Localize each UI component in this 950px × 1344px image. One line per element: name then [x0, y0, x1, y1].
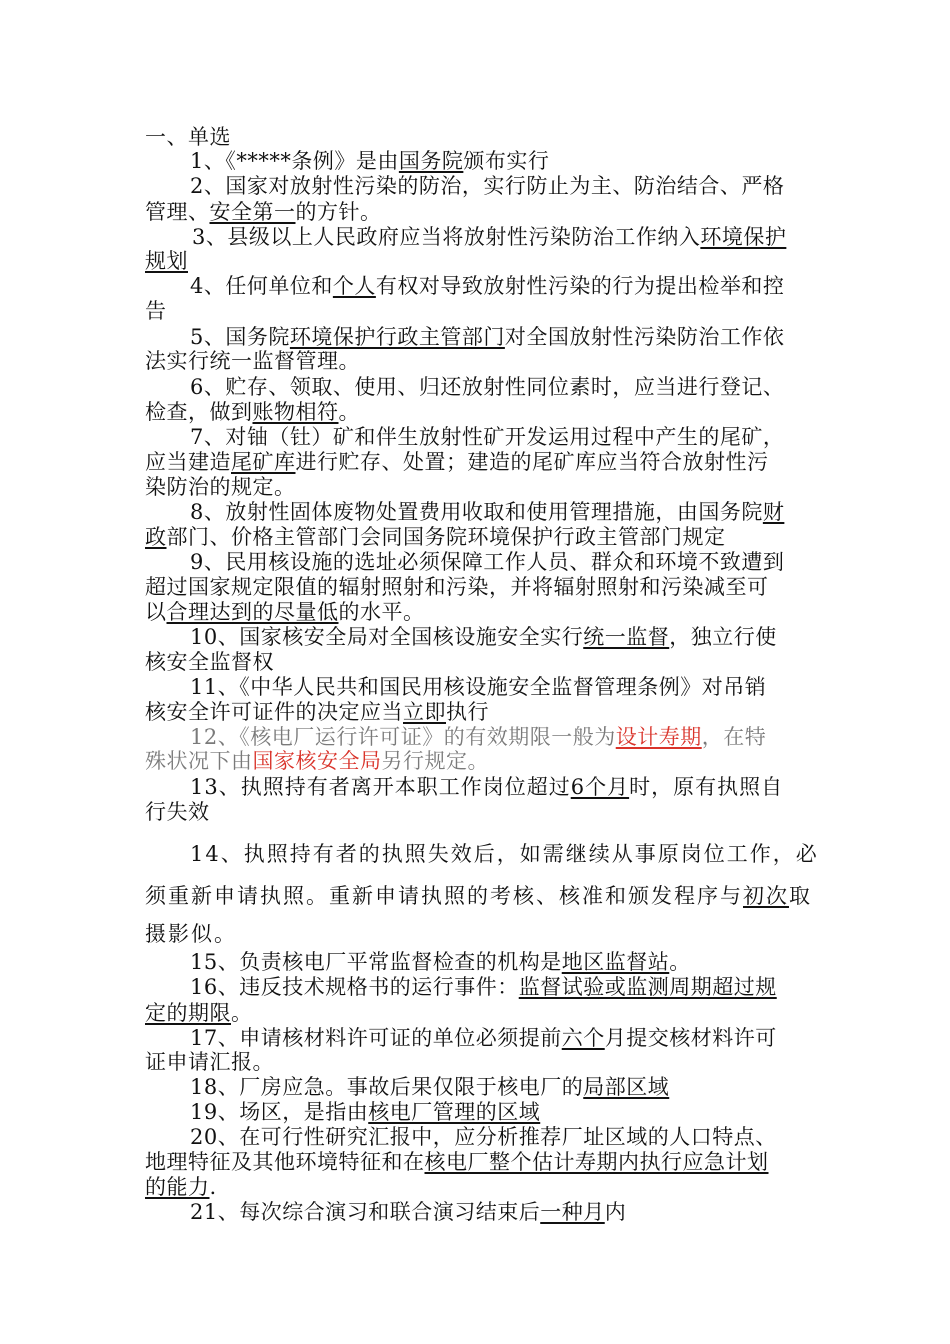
- answer-underlined: 局部区域: [583, 1075, 670, 1099]
- text-line: [190, 974, 777, 1000]
- text-line: [145, 399, 360, 425]
- answer-underlined: 初次: [743, 884, 789, 908]
- text-segment: 取: [789, 884, 812, 908]
- text-segment: 超过国家规定限值的辐射照射和污染，并将辐射照射和污染减至可: [145, 575, 769, 599]
- text-line: [145, 599, 425, 625]
- answer-underlined: 尾矿库: [231, 450, 296, 474]
- text-line: [145, 524, 726, 550]
- text-segment: 时，原有执照自: [629, 775, 784, 799]
- text-line: [190, 1124, 777, 1150]
- text-line: [145, 1174, 217, 1200]
- text-segment: 的方针。: [295, 200, 382, 224]
- text-segment: ，独立行使: [669, 625, 777, 649]
- answer-underlined: 环境保护: [700, 225, 787, 249]
- answer-underlined: 统一监督: [583, 625, 670, 649]
- text-segment: 1、《*****条例》是由: [190, 149, 399, 173]
- answer-underlined: 6个月: [570, 775, 630, 799]
- text-segment: 国家核安全局: [252, 749, 382, 773]
- text-segment: 执行: [446, 700, 489, 724]
- text-segment: ，在特: [701, 725, 767, 749]
- text-segment: 。: [231, 1001, 253, 1025]
- text-segment: 另行规定。: [381, 749, 489, 773]
- text-segment: 10、国家核安全局对全国核设施安全实行: [190, 625, 584, 649]
- text-line: [145, 1000, 253, 1026]
- text-segment: 8、放射性固体废物处置费用收取和使用管理措施，由国务院: [190, 500, 763, 524]
- answer-underlined: 立即: [403, 700, 446, 724]
- text-line: [145, 748, 489, 774]
- text-line: [145, 649, 274, 675]
- answer-underlined: 账物相符: [252, 400, 339, 424]
- text-line: [190, 1099, 540, 1125]
- text-line: [190, 173, 784, 199]
- text-segment: 地理特征及其他环境特征和在: [145, 1150, 425, 1174]
- text-line: [145, 921, 237, 947]
- text-line: [192, 224, 786, 250]
- text-segment: 5、国务院: [190, 325, 290, 349]
- text-line: [190, 949, 691, 975]
- text-line: [145, 699, 489, 725]
- text-line: [190, 724, 766, 750]
- answer-underlined: 一种月: [540, 1200, 605, 1224]
- text-line: [145, 799, 210, 825]
- text-line: [190, 624, 777, 650]
- text-segment: 的水平。: [338, 600, 425, 624]
- answer-underlined: 安全第一: [209, 200, 296, 224]
- text-segment: 。: [669, 950, 691, 974]
- text-segment: 。: [338, 400, 360, 424]
- text-segment: 月提交核材料许可: [604, 1026, 777, 1050]
- answer-underlined: 定的期限: [145, 1001, 231, 1025]
- text-segment: 7、对铀（钍）矿和伴生放射性矿开发运用过程中产生的尾矿，: [190, 425, 785, 449]
- text-segment: 应当建造: [145, 450, 231, 474]
- text-segment: 染防治的规定。: [145, 475, 296, 499]
- text-segment: 核安全监督权: [145, 650, 274, 674]
- answer-underlined: 合理达到的尽量低: [166, 600, 339, 624]
- answer-underlined: 个人: [332, 274, 376, 298]
- text-segment: 11、《中华人民共和国民用核设施安全监督管理条例》对吊销: [190, 675, 767, 699]
- text-line: [190, 841, 819, 867]
- text-segment: 行失效: [145, 800, 210, 824]
- text-line: [145, 199, 382, 225]
- answer-underlined: 监督试验或监测周期超过规: [518, 975, 777, 999]
- text-segment: 17、申请核材料许可证的单位必须提前: [190, 1026, 562, 1050]
- section-title: 一、单选: [145, 125, 231, 149]
- answer-underlined: 规划: [145, 249, 188, 273]
- text-segment: 12、《核电厂运行许可证》的有效期限一般为: [190, 725, 616, 749]
- text-segment: 2、国家对放射性污染的防治，实行防止为主、防治结合、严格: [190, 174, 785, 198]
- text-segment: 摄影似。: [145, 922, 237, 946]
- text-segment: .: [209, 1175, 217, 1199]
- text-segment: 19、场区，是指由: [190, 1100, 369, 1124]
- text-segment: 检查，做到: [145, 400, 253, 424]
- text-line: [145, 883, 812, 909]
- text-segment: 15、负责核电厂平常监督检查的机构是: [190, 950, 562, 974]
- text-segment: 对全国放射性污染防治工作依: [504, 325, 785, 349]
- text-line: [190, 1199, 626, 1225]
- text-segment: 告: [145, 299, 167, 323]
- answer-underlined: 环境保护行政主管部门: [289, 325, 505, 349]
- text-line: [190, 549, 784, 575]
- answer-underlined: 设计寿期: [615, 725, 702, 749]
- text-line: [145, 1049, 274, 1075]
- answer-underlined: 的能力: [145, 1175, 210, 1199]
- answer-underlined: 核电厂整个估计寿期内执行应急计划: [424, 1150, 769, 1174]
- text-segment: 4、任何单位和: [190, 274, 333, 298]
- answer-underlined: 财: [762, 500, 785, 524]
- text-segment: 法实行统一监督管理。: [145, 349, 360, 373]
- text-segment: 核安全许可证件的决定应当: [145, 700, 403, 724]
- text-segment: 9、民用核设施的选址必须保障工作人员、群众和环境不致遭到: [190, 550, 785, 574]
- answer-underlined: 政: [145, 525, 167, 549]
- text-segment: 6、贮存、领取、使用、归还放射性同位素时，应当进行登记、: [190, 375, 785, 399]
- text-segment: 21、每次综合演习和联合演习结束后: [190, 1200, 541, 1224]
- text-line: [145, 474, 296, 500]
- text-line: [145, 574, 769, 600]
- text-segment: 13、执照持有者离开本职工作岗位超过: [190, 775, 571, 799]
- text-line: [145, 298, 167, 324]
- text-line: [190, 1025, 777, 1051]
- text-segment: 3、县级以上人民政府应当将放射性污染防治工作纳入: [192, 225, 701, 249]
- text-segment: 18、厂房应急。事故后果仅限于核电厂的: [190, 1075, 584, 1099]
- text-segment: 有权对导致放射性污染的行为提出检举和控: [375, 274, 785, 298]
- text-line: [190, 273, 784, 299]
- text-line: [190, 374, 784, 400]
- text-segment: 20、在可行性研究汇报中，应分析推荐厂址区域的人口特点、: [190, 1125, 777, 1149]
- text-segment: 内: [604, 1200, 627, 1224]
- text-line: [190, 424, 784, 450]
- text-line: [190, 499, 784, 525]
- text-segment: 以: [145, 600, 167, 624]
- text-segment: 进行贮存、处置；建造的尾矿库应当符合放射性污: [295, 450, 769, 474]
- text-segment: 14、执照持有者的执照失效后，如需继续从事原岗位工作，必: [190, 842, 819, 866]
- text-segment: 证申请汇报。: [145, 1050, 274, 1074]
- text-line: [190, 674, 766, 700]
- text-segment: 管理、: [145, 200, 210, 224]
- text-line: [145, 348, 360, 374]
- text-segment: 颁布实行: [463, 149, 550, 173]
- text-line: [190, 324, 784, 350]
- answer-underlined: 核电厂管理的区域: [368, 1100, 541, 1124]
- answer-underlined: 国务院: [398, 149, 464, 173]
- text-segment: 16、违反技术规格书的运行事件：: [190, 975, 519, 999]
- text-segment: 殊状况下由: [145, 749, 253, 773]
- text-line: [145, 449, 769, 475]
- text-segment: 须重新申请执照。重新申请执照的考核、核准和颁发程序与: [145, 884, 743, 908]
- text-line: [145, 248, 188, 274]
- answer-underlined: 地区监督站: [561, 950, 670, 974]
- text-line: [190, 148, 549, 174]
- text-line: [145, 1149, 769, 1175]
- text-segment: 部门、价格主管部门会同国务院环境保护行政主管部门规定: [166, 525, 726, 549]
- text-line: [190, 774, 783, 800]
- answer-underlined: 六个: [561, 1026, 605, 1050]
- text-line: [190, 1074, 669, 1100]
